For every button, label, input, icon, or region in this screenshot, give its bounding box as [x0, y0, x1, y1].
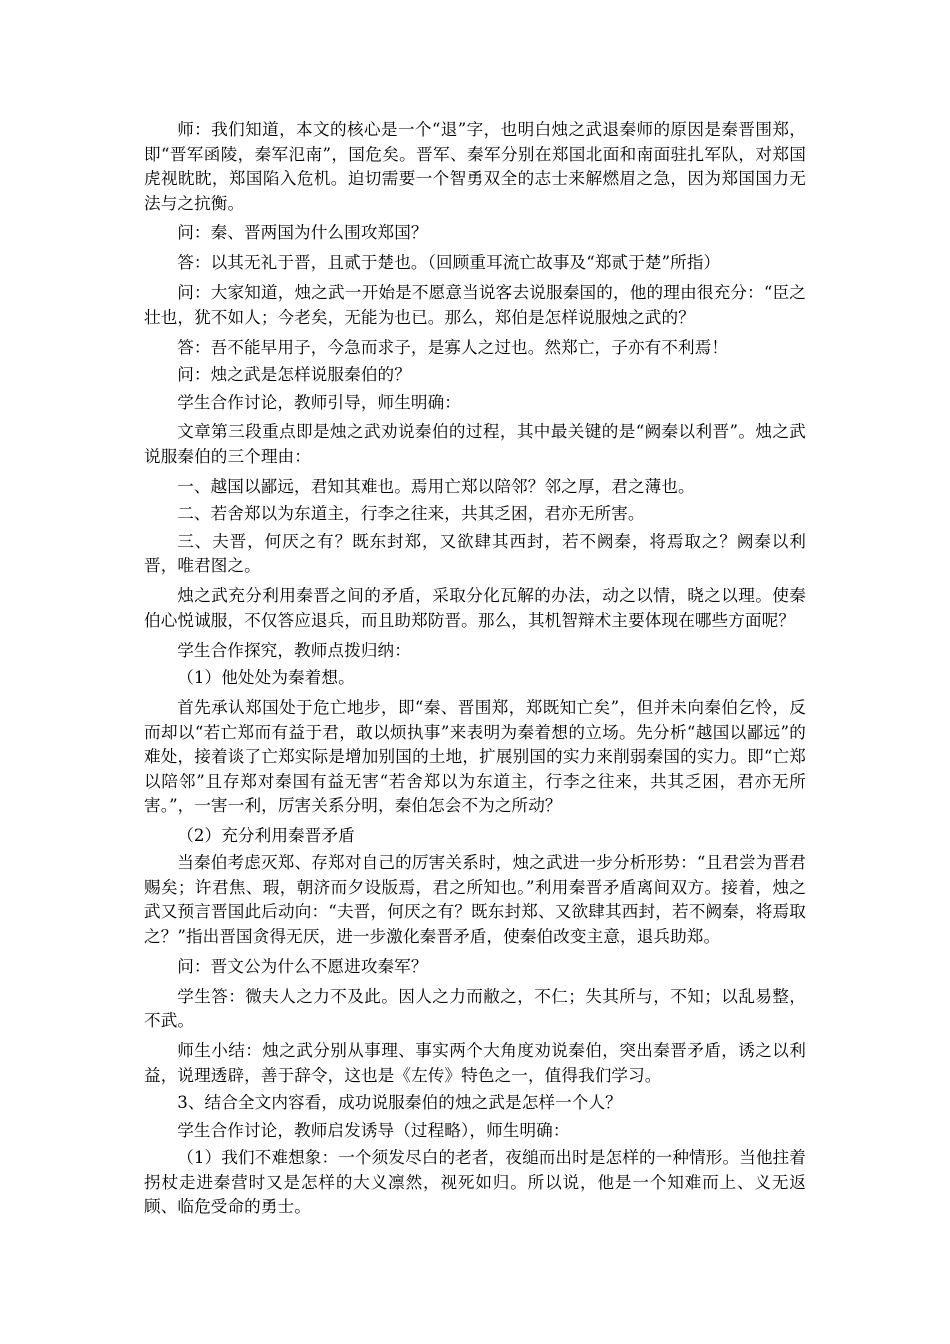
- paragraph: 烛之武充分利用秦晋之间的矛盾，采取分化瓦解的办法，动之以情，晓之以理。使秦伯心悦诚服，不仅答应退兵，而且助郑防晋。那么，其机智辩术主要体现在哪些方面呢？: [144, 586, 806, 630]
- paragraph: 问：大家知道，烛之武一开始是不愿意当说客去说服秦国的，他的理由很充分：“臣之壮也，犹不如人；今老矣，无能为也已。那么，郑伯是怎样说服烛之武的？: [144, 283, 806, 327]
- paragraph: 问：晋文公为什么不愿进攻秦军？: [177, 956, 428, 976]
- paragraph: 问：烛之武是怎样说服秦伯的？: [177, 365, 411, 385]
- paragraph: 答：以其无礼于晋，且贰于楚也。（回顾重耳流亡故事及“郑贰于楚”所指）: [177, 253, 721, 273]
- paragraph: 一、越国以鄙远，君知其难也。焉用亡郑以陪邻？邻之厚，君之薄也。: [177, 476, 695, 496]
- paragraph: 答：吾不能早用子，今急而求子，是寡人之过也。然郑亡，子亦有不利焉！: [177, 337, 729, 357]
- paragraph: 3、结合全文内容看，成功说服秦伯的烛之武是怎样一个人？: [177, 1093, 622, 1113]
- paragraph: 首先承认郑国处于危亡地步，即“秦、晋围郑，郑既知亡矣”，但并未向秦伯乞怜，反而却以“若亡郑而有益于君，敢以烦执事”来表明为秦着想的立场。先分析“越国以鄙远”的难处，接着谈了亡郑实际是增加别国的土地，扩展别国的实力来削弱秦国的实力。即“亡郑以陪邻”且存郑对秦国有益无害“若舍郑以为东道主，行李之往来，共其乏困，君亦无所害。”，一害一利，厉害关系分明，秦伯怎会不为之所动？: [144, 698, 806, 816]
- paragraph: 问：秦、晋两国为什么围攻郑国？: [177, 223, 428, 243]
- paragraph: 当秦伯考虑灭郑、存郑对自己的厉害关系时，烛之武进一步分析形势：“且君尝为晋君赐矣；许君焦、瑕，朝济而夕设版焉，君之所知也。”利用秦晋矛盾离间双方。接着，烛之武又预言晋国此后动向：“夫晋，何厌之有？既东封郑、又欲肆其西封，若不阙秦，将焉取之？”指出晋国贪得无厌，进一步激化秦晋矛盾，使秦伯改变主意，退兵助郑。: [144, 853, 806, 946]
- paragraph: 学生合作讨论，教师启发诱导（过程略），师生明确：: [177, 1120, 570, 1140]
- paragraph: 二、若舍郑以为东道主，行李之往来，共其乏困，君亦无所害。: [177, 504, 645, 524]
- paragraph: 师：我们知道，本文的核心是一个“退”字，也明白烛之武退秦师的原因是秦晋围郑，即“晋军函陵，秦军氾南”，国危矣。晋军、秦军分别在郑国北面和南面驻扎军队，对郑国虎视眈眈，郑国陷入危机。迫切需要一个智勇双全的志士来解燃眉之急，因为郑国国力无法与之抗衡。: [144, 120, 806, 213]
- document-body: [144, 118, 806, 1225]
- paragraph: 学生合作讨论，教师引导，师生明确：: [177, 392, 461, 412]
- paragraph: 文章第三段重点即是烛之武劝说秦伯的过程，其中最关键的是“阙秦以利晋”。烛之武说服秦伯的三个理由：: [144, 422, 806, 466]
- paragraph: （1）他处处为秦着想。: [177, 668, 355, 688]
- paragraph: （1）我们不难想象：一个须发尽白的老者，夜缒而出时是怎样的一种情形。当他拄着拐杖走进秦营时又是怎样的大义凛然，视死如归。所以说，他是一个知难而上、义无返顾、临危受命的勇士。: [144, 1148, 806, 1217]
- paragraph: 三、夫晋，何厌之有？既东封郑，又欲肆其西封，若不阙秦，将焉取之？阙秦以利晋，唯君图之。: [144, 531, 806, 576]
- paragraph: 学生合作探究，教师点拨归纳：: [177, 640, 411, 660]
- paragraph: （2）充分利用秦晋矛盾: [177, 825, 355, 845]
- paragraph: 师生小结：烛之武分别从事理、事实两个大角度劝说秦伯，突出秦晋矛盾，诱之以利益，说理透辟，善于辞令，这也是《左传》特色之一，值得我们学习。: [144, 1041, 806, 1085]
- paragraph: 学生答：微夫人之力不及此。因人之力而敝之，不仁；失其所与，不知；以乱易整，不武。: [144, 986, 806, 1031]
